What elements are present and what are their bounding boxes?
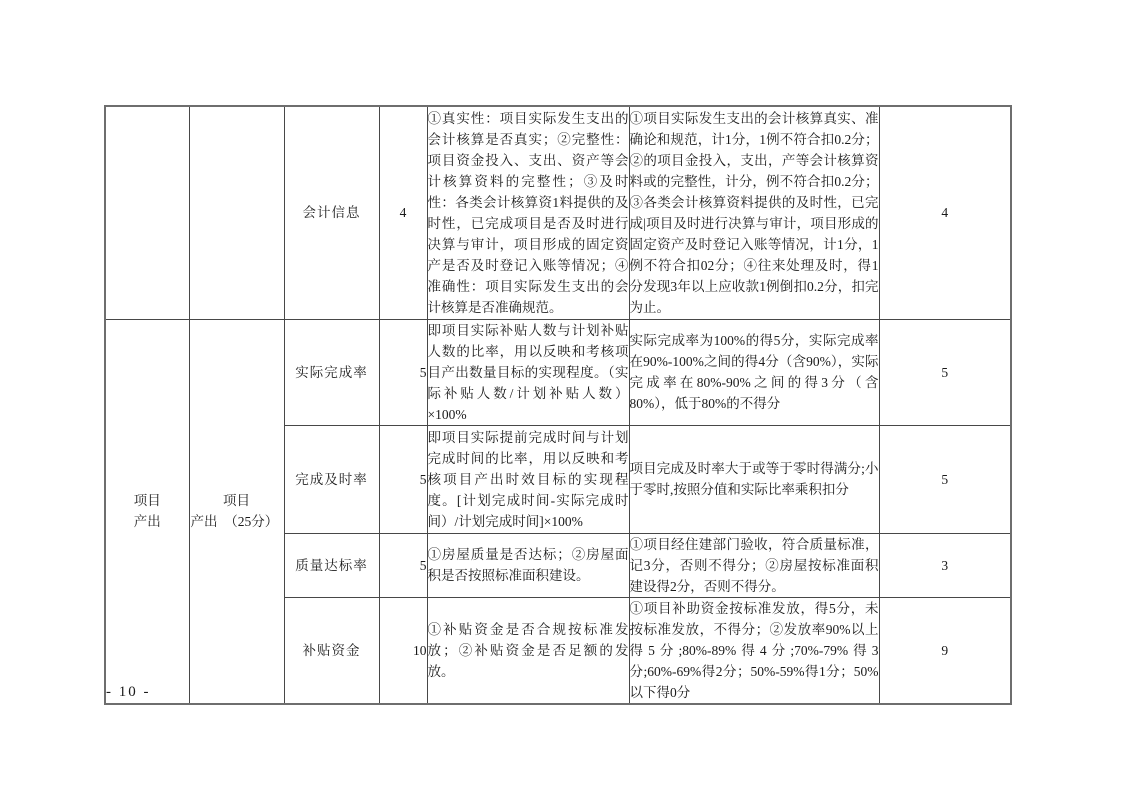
- cell-points: 10: [379, 597, 427, 704]
- cell-explanation: ①补贴资金是否合规按标准发放；②补贴资金是否足额的发放。: [427, 597, 629, 704]
- cell-subsection-empty: [189, 106, 284, 319]
- cell-points: 5: [379, 319, 427, 425]
- cell-criteria: ①项目经住建部门验收，符合质量标准，记3分，否则不得分；②房屋按标准面积建设得2分，否则不得分。: [629, 533, 879, 597]
- cell-score: 5: [879, 319, 1011, 425]
- cell-section-empty: [105, 106, 189, 319]
- cell-explanation: 即项目实际提前完成时间与计划完成时间的比率，用以反映和考核项目产出时效目标的实现程度。[计划完成时间-实际完成时间）/计划完成时间]×100%: [427, 425, 629, 533]
- cell-section-project-output: [105, 319, 189, 704]
- cell-criteria: 实际完成率为100%的得5分，实际完成率在90%-100%之间的得4分（含90%），实际完成率在80%-90%之间的得3分（含80%），低于80%的不得分: [629, 319, 879, 425]
- table-row: [105, 106, 1011, 319]
- table-row: [105, 319, 1011, 425]
- cell-criteria: ①项目实际发生支出的会计核算真实、准确论和规范，计1分，1例不符合扣0.2分；②的项目金投入，支出，产等会计核算资料或的完整性，计分，例不符合扣0.2分；③各类会计核算资料提供的及时性，已完成|项目及时进行决算与审计，项目形成的固定资产及时登记入账等情况，计1分，1例不符合扣02分；④往来处理及时，得1分发现3年以上应收款1例倒扣0.2分，扣完为止。: [629, 106, 879, 319]
- cell-score: 9: [879, 597, 1011, 704]
- subsection-label-line2: 产出 （25分）: [190, 514, 279, 529]
- page-number: - 10 -: [106, 684, 151, 700]
- cell-indicator: 实际完成率: [284, 319, 379, 425]
- cell-explanation: ①房屋质量是否达标；②房屋面积是否按照标准面积建设。: [427, 533, 629, 597]
- cell-indicator: 补贴资金: [284, 597, 379, 704]
- cell-subsection-project-output-25: [189, 319, 284, 704]
- cell-points: 5: [379, 533, 427, 597]
- section-label-line1: 项目: [133, 493, 161, 508]
- cell-points: 4: [379, 106, 427, 319]
- cell-indicator: 完成及时率: [284, 425, 379, 533]
- evaluation-table: [104, 105, 1012, 705]
- cell-indicator: 会计信息: [284, 106, 379, 319]
- cell-criteria: ①项目补助资金按标准发放，得5分，未按标准发放，不得分；②发放率90%以上得5分;80%-89%得4分;70%-79%得3分;60%-69%得2分；50%-59%得1分；50%以下得0分: [629, 597, 879, 704]
- section-label-line2: 产出: [133, 514, 161, 529]
- cell-explanation: 即项目实际补贴人数与计划补贴人数的比率，用以反映和考核项目产出数量目标的实现程度。（实际补贴人数/计划补贴人数）×100%: [427, 319, 629, 425]
- subsection-label-line1: 项目: [223, 493, 250, 508]
- cell-indicator: 质量达标率: [284, 533, 379, 597]
- cell-criteria: 项目完成及时率大于或等于零时得满分;小于零时,按照分值和实际比率乘积扣分: [629, 425, 879, 533]
- cell-score: 5: [879, 425, 1011, 533]
- cell-score: 4: [879, 106, 1011, 319]
- cell-points: 5: [379, 425, 427, 533]
- cell-score: 3: [879, 533, 1011, 597]
- cell-explanation: ①真实性：项目实际发生支出的会计核算是否真实；②完整性：项目资金投入、支出、资产等会计核算资料的完整性；③及时性：各类会计核算资1料提供的及时性，已完成项目是否及时进行决算与审计，项目形成的固定资产是否及时登记入账等情况；④准确性：项目实际发生支出的会计核算是否准确规范。: [427, 106, 629, 319]
